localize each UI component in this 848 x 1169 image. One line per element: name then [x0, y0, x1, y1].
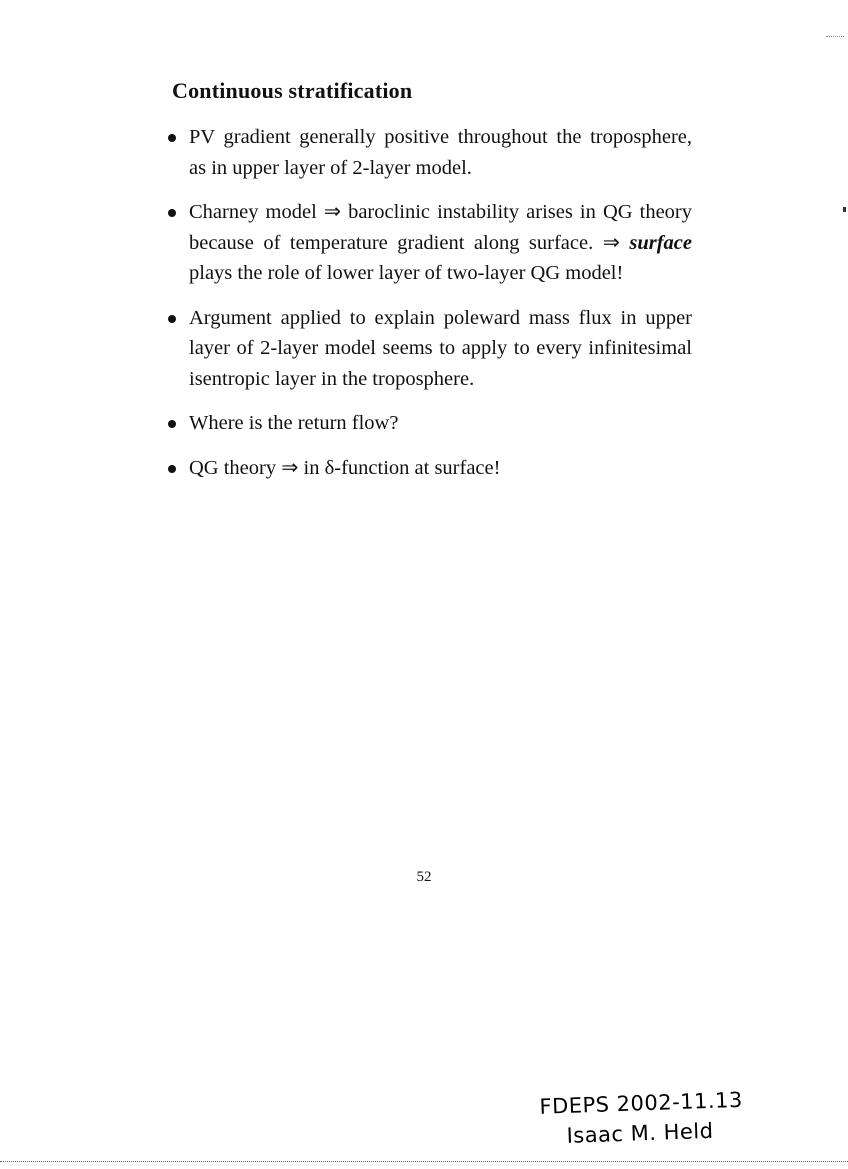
bullet-icon [168, 134, 176, 142]
bullet-item [167, 197, 692, 289]
section-title: Continuous stratification [172, 78, 413, 103]
bullet-item [167, 303, 692, 395]
bullet-text-pre: Charney model ⇒ baroclinic instability arises in QG theory because of temperature gradient along surface. ⇒ [189, 201, 692, 254]
scan-speck [843, 207, 846, 212]
bullet-icon [168, 209, 176, 217]
bullet-text-post: plays the role of lower layer of two-layer QG model! [189, 262, 624, 284]
stamp-line-1: FDEPS 2002-11.13 [539, 1087, 744, 1119]
bullet-text: Where is the return flow? [189, 412, 399, 434]
handwritten-stamp [539, 1084, 761, 1152]
scan-bottom-rule [0, 1161, 848, 1162]
bullet-list [167, 122, 692, 497]
bullet-emphasis: surface [629, 231, 692, 254]
bullet-icon [168, 465, 176, 473]
page-number: 52 [416, 869, 432, 885]
bullet-item [167, 408, 692, 439]
bullet-text: Argument applied to explain poleward mass flux in upper layer of 2-layer model seems to apply to every infinitesimal isentropic layer in the troposphere. [189, 306, 692, 390]
stamp-line-2: Isaac M. Held [566, 1118, 714, 1148]
bullet-icon [168, 420, 176, 428]
bullet-text: QG theory ⇒ in δ-function at surface! [189, 456, 501, 479]
bullet-text: PV gradient generally positive throughout the troposphere, as in upper layer of 2-layer model. [189, 126, 692, 179]
scan-mark [826, 36, 844, 37]
bullet-item [167, 453, 692, 484]
bullet-item [167, 122, 692, 183]
bullet-icon [168, 315, 176, 323]
